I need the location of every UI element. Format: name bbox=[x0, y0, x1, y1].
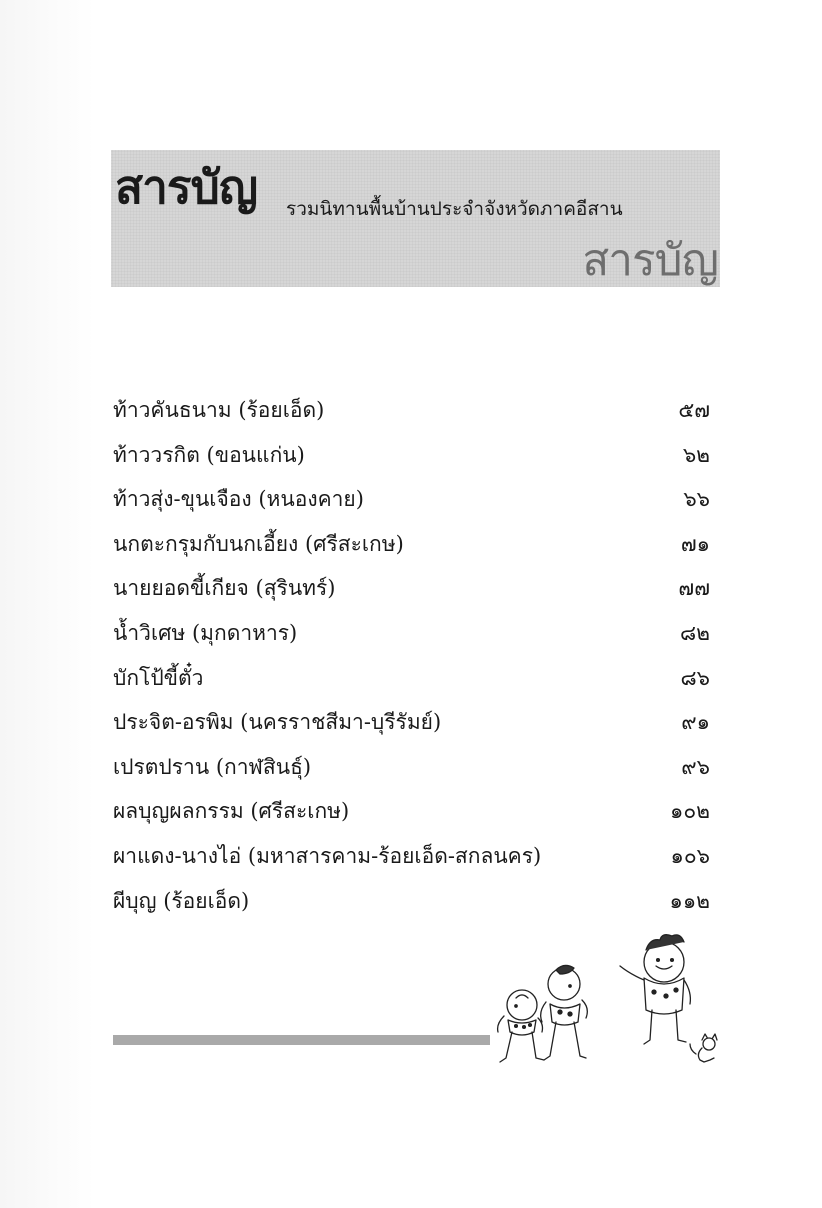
toc-entry-page: ๑๐๖ bbox=[670, 843, 710, 868]
toc-entry-title: ผีบุญ (ร้อยเอ็ด) bbox=[113, 888, 250, 913]
toc-entry-title: นกตะกรุมกับนกเอี้ยง (ศรีสะเกษ) bbox=[113, 531, 404, 556]
child-figure-1 bbox=[498, 990, 544, 1062]
page-title-echo: สารบัญ bbox=[582, 235, 718, 286]
toc-entry-page: ๘๖ bbox=[680, 665, 710, 690]
child-figure-2 bbox=[541, 965, 588, 1060]
toc-entry[interactable] bbox=[113, 751, 710, 796]
toc-entry[interactable] bbox=[113, 617, 710, 662]
toc-entry-title: ผลบุญผลกรรม (ศรีสะเกษ) bbox=[113, 799, 350, 824]
toc-entry-title: น้ำวิเศษ (มุกดาหาร) bbox=[113, 620, 298, 645]
toc-entry[interactable] bbox=[113, 795, 710, 840]
toc-entry-title: นายยอดขี้เกียจ (สุรินทร์) bbox=[113, 576, 336, 601]
toc-entry-title: บักโป้ขี้ตั๋ว bbox=[113, 665, 204, 690]
toc-entry-page: ๖๖ bbox=[683, 487, 710, 512]
toc-entry-page: ๗๗ bbox=[678, 576, 710, 601]
footer-rule bbox=[113, 1035, 490, 1045]
toc-entry[interactable] bbox=[113, 706, 710, 751]
toc-entry[interactable] bbox=[113, 394, 710, 439]
page-title: สารบัญ bbox=[115, 160, 258, 214]
toc-entry-title: ท้าวคันธนาม (ร้อยเอ็ด) bbox=[113, 398, 325, 422]
toc-entry-title: ท้าวสุ่ง-ขุนเจือง (หนองคาย) bbox=[113, 487, 364, 512]
toc-entry-title: เปรตปราน (กาฬสินธุ์) bbox=[113, 754, 312, 779]
table-of-contents bbox=[113, 394, 710, 929]
toc-entry-page: ๑๐๒ bbox=[670, 799, 710, 824]
contents-header bbox=[111, 150, 720, 287]
toc-entry-page: ๘๒ bbox=[679, 620, 710, 645]
toc-entry[interactable] bbox=[113, 483, 710, 528]
big-figure bbox=[620, 935, 690, 1044]
page-edge-shading bbox=[0, 0, 95, 1208]
cartoon-children-illustration bbox=[488, 928, 728, 1088]
toc-entry-title: ท้าววรกิต (ขอนแก่น) bbox=[113, 442, 305, 467]
toc-entry-page: ๕๗ bbox=[678, 398, 710, 422]
book-subtitle: รวมนิทานพื้นบ้านประจำจังหวัดภาคอีสาน bbox=[286, 198, 623, 220]
toc-entry-title: ประจิต-อรพิม (นครราชสีมา-บุรีรัมย์) bbox=[113, 710, 442, 735]
toc-entry-page: ๙๑ bbox=[681, 710, 710, 735]
toc-entry[interactable] bbox=[113, 662, 710, 707]
toc-entry[interactable] bbox=[113, 439, 710, 484]
toc-entry[interactable] bbox=[113, 528, 710, 573]
toc-entry-page: ๙๖ bbox=[681, 754, 710, 779]
toc-entry-page: ๖๒ bbox=[682, 442, 710, 467]
toc-entry[interactable] bbox=[113, 840, 710, 885]
toc-entry-page: ๑๑๒ bbox=[669, 888, 710, 913]
toc-entry-page: ๗๑ bbox=[680, 531, 710, 556]
toc-entry[interactable] bbox=[113, 885, 710, 930]
small-cat bbox=[690, 1034, 717, 1062]
toc-entry-title: ผาแดง-นางไอ่ (มหาสารคาม-ร้อยเอ็ด-สกลนคร) bbox=[113, 843, 542, 868]
toc-entry[interactable] bbox=[113, 572, 710, 617]
